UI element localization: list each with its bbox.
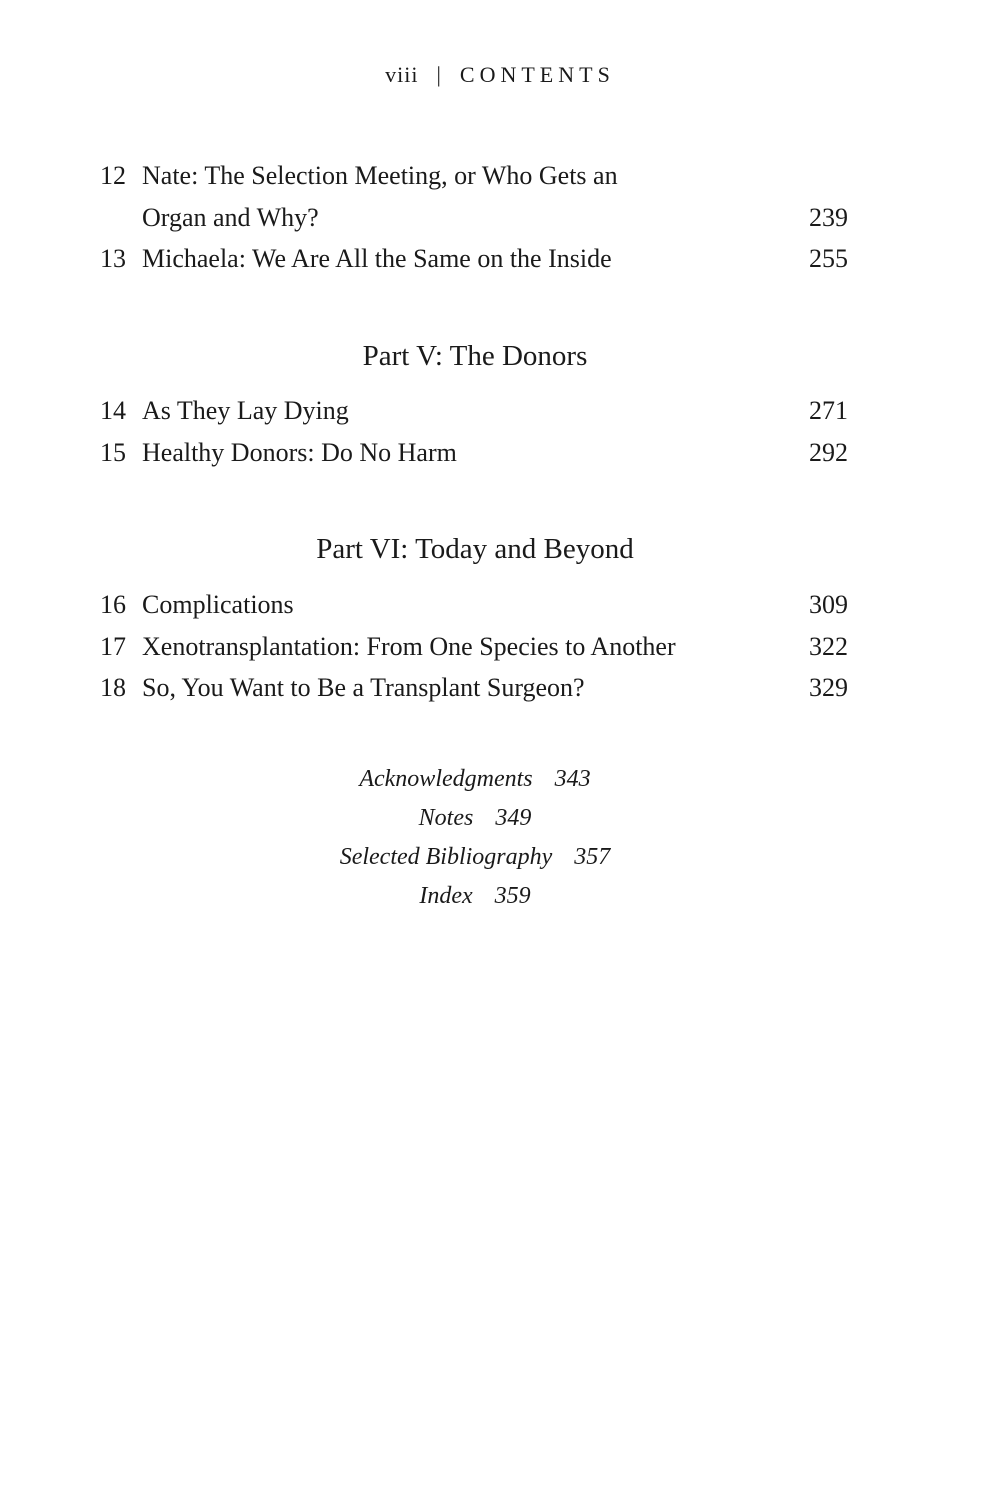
chapter-number: 13 <box>100 244 126 273</box>
chapter-page: 271 <box>809 396 848 425</box>
backmatter-title: Index <box>419 883 473 909</box>
chapter-title: Complications <box>142 590 294 619</box>
backmatter-title: Acknowledgments <box>359 766 533 792</box>
chapter-page: 239 <box>809 202 848 232</box>
chapter-title-continued: Organ and Why? <box>142 202 319 232</box>
part-heading-6: Part VI: Today and Beyond <box>316 533 634 565</box>
page-folio: viii <box>385 62 419 87</box>
part-heading-5: Part V: The Donors <box>362 340 588 372</box>
chapter-page: 329 <box>809 673 848 702</box>
chapter-page: 322 <box>809 631 848 661</box>
backmatter-page: 349 <box>495 805 532 831</box>
running-head-section: CONTENTS <box>459 62 615 87</box>
running-head-separator: | <box>436 62 442 87</box>
toc-entry-17 <box>100 626 850 668</box>
toc-entry-12-continued <box>100 197 850 239</box>
chapter-page: 255 <box>809 244 848 273</box>
backmatter-entry-acknowledgments <box>0 760 950 799</box>
backmatter-entry-bibliography <box>0 838 950 877</box>
chapter-page: 292 <box>809 437 848 467</box>
toc-entry-16 <box>100 584 850 626</box>
toc-part-6 <box>100 584 850 709</box>
chapter-title: Xenotransplantation: From One Species to Another <box>142 631 676 661</box>
backmatter-page: 359 <box>494 883 531 909</box>
chapter-title: Healthy Donors: Do No Harm <box>142 437 457 467</box>
toc-entry-14 <box>100 390 850 432</box>
running-head <box>0 62 1000 88</box>
chapter-number: 15 <box>100 437 126 467</box>
backmatter-page: 357 <box>574 844 611 870</box>
toc-part-5 <box>100 390 850 473</box>
toc-entry-12 <box>100 155 850 197</box>
toc-backmatter <box>0 760 950 916</box>
chapter-page: 309 <box>809 590 848 619</box>
chapter-title: As They Lay Dying <box>142 396 349 425</box>
chapter-number: 14 <box>100 396 126 425</box>
backmatter-title: Selected Bibliography <box>339 844 553 870</box>
backmatter-title: Notes <box>418 805 474 831</box>
toc-entry-18 <box>100 667 850 709</box>
chapter-number: 12 <box>100 161 126 190</box>
chapter-number: 18 <box>100 673 126 702</box>
toc-chapters-top <box>100 155 850 280</box>
backmatter-entry-notes <box>0 799 950 838</box>
chapter-number: 16 <box>100 590 126 619</box>
chapter-title: Michaela: We Are All the Same on the Inside <box>142 244 612 273</box>
chapter-title: Nate: The Selection Meeting, or Who Gets an <box>142 161 618 190</box>
toc-entry-15 <box>100 432 850 474</box>
backmatter-entry-index <box>0 877 950 916</box>
chapter-title: So, You Want to Be a Transplant Surgeon? <box>142 673 585 702</box>
chapter-number: 17 <box>100 631 126 661</box>
toc-entry-13 <box>100 238 850 280</box>
backmatter-page: 343 <box>554 766 591 792</box>
